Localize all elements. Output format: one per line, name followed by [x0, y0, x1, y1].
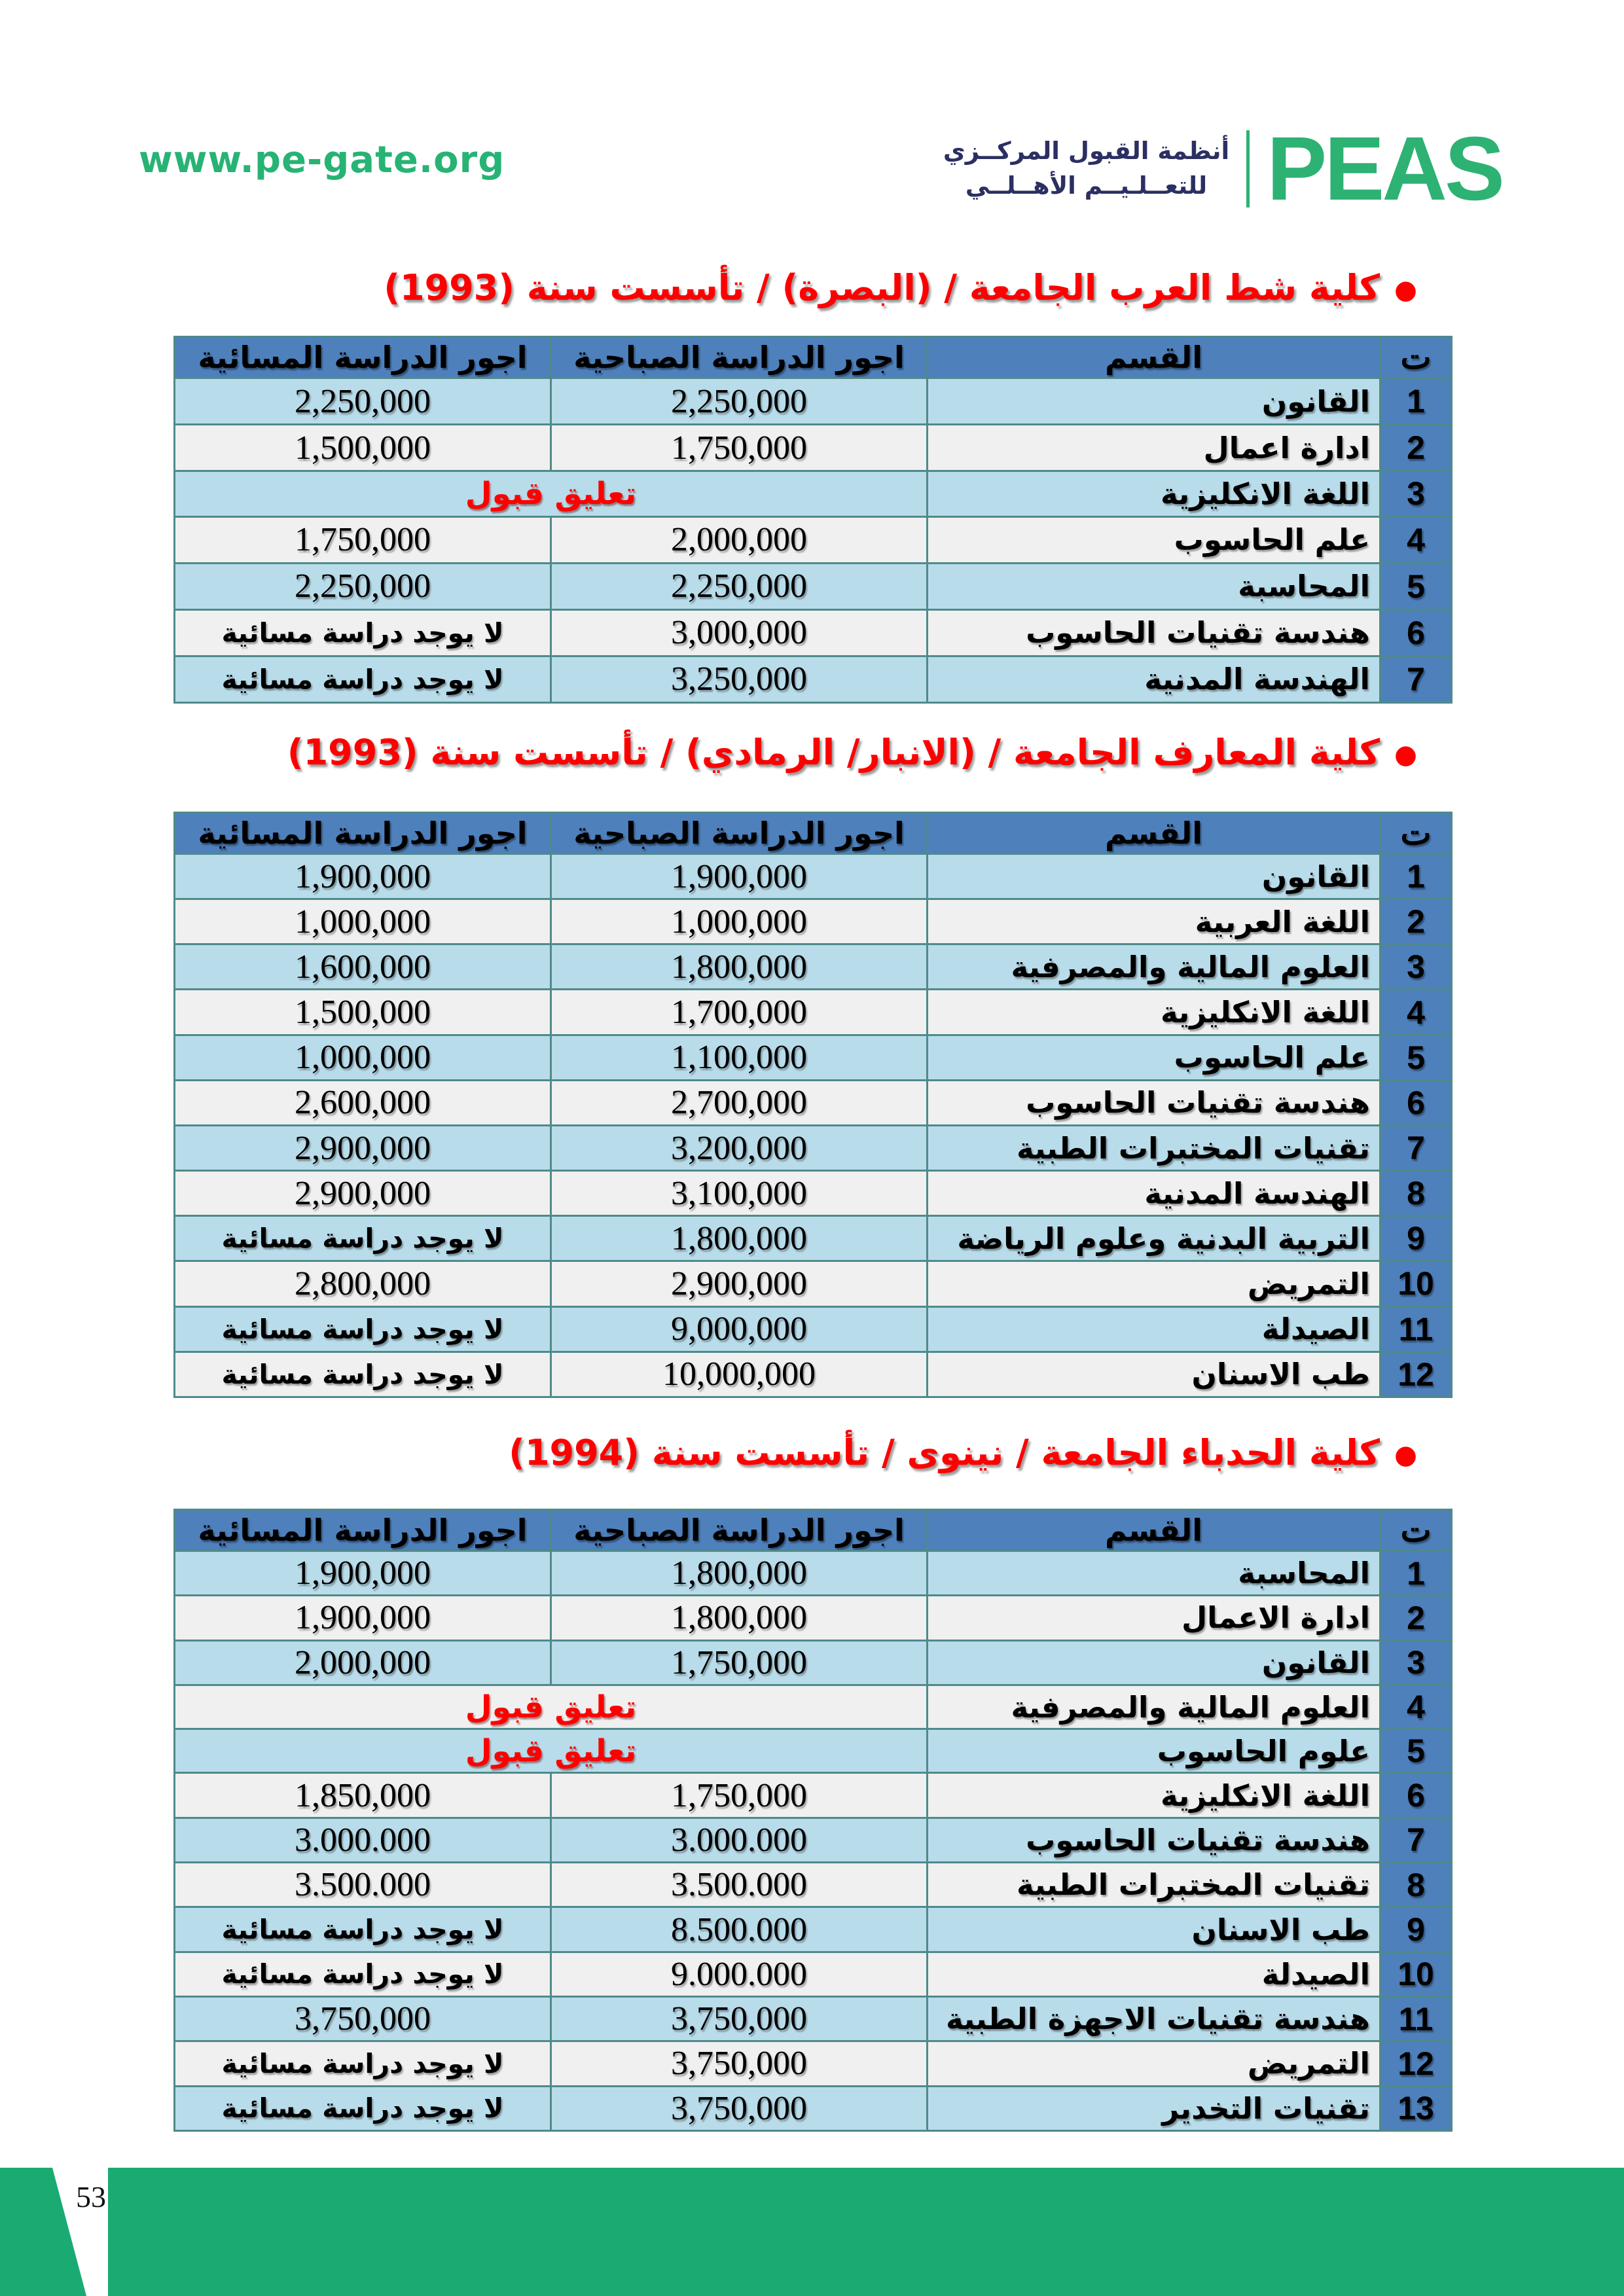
peas-brand-text: PEAS	[1267, 118, 1502, 219]
department-name: الصيدلة	[928, 1952, 1380, 1996]
morning-fee: 1,800,000	[551, 944, 928, 990]
row-number: 13	[1380, 2086, 1452, 2130]
table-row	[175, 1863, 1452, 1907]
table-row	[175, 1080, 1452, 1125]
department-name: القانون	[928, 1640, 1380, 1685]
morning-fee: 3.500.000	[551, 1863, 928, 1907]
row-number: 2	[1380, 425, 1452, 471]
table-row	[175, 1907, 1452, 1952]
evening-fee: 2,900,000	[175, 1125, 551, 1170]
row-number: 4	[1380, 990, 1452, 1035]
department-name: الهندسة المدنية	[928, 1171, 1380, 1216]
department-name: المحاسبة	[928, 1551, 1380, 1596]
department-name: اللغة الانكليزية	[928, 990, 1380, 1035]
page-number: 53	[76, 2180, 106, 2214]
table-row	[175, 471, 1452, 517]
logo-tagline	[943, 134, 1229, 203]
morning-fee: 3,250,000	[551, 656, 928, 702]
evening-fee: 2,600,000	[175, 1080, 551, 1125]
table-row	[175, 378, 1452, 425]
department-name: هندسة تقنيات الحاسوب	[928, 609, 1380, 656]
morning-fee: 3,000,000	[551, 609, 928, 656]
col-header-no: ت	[1380, 337, 1452, 378]
row-number: 5	[1380, 1729, 1452, 1773]
section-title-text: كلية شط العرب الجامعة / (البصرة) / تأسست سنة (1993)	[384, 267, 1380, 308]
table-row	[175, 1818, 1452, 1862]
table-row	[175, 1596, 1452, 1640]
row-number: 2	[1380, 899, 1452, 944]
morning-fee: 3,100,000	[551, 1171, 928, 1216]
evening-fee: 3,750,000	[175, 1997, 551, 2041]
morning-fee: 1,700,000	[551, 990, 928, 1035]
row-number: 11	[1380, 1306, 1452, 1352]
table-row	[175, 1773, 1452, 1818]
department-name: طب الاسنان	[928, 1352, 1380, 1397]
table-row	[175, 1352, 1452, 1397]
table-row	[175, 2086, 1452, 2130]
evening-fee: 2,250,000	[175, 378, 551, 425]
row-number: 6	[1380, 1773, 1452, 1818]
morning-fee: 10,000,000	[551, 1352, 928, 1397]
row-number: 3	[1380, 944, 1452, 990]
morning-fee: 1,800,000	[551, 1216, 928, 1261]
row-number: 7	[1380, 656, 1452, 702]
evening-fee: لا يوجد دراسة مسائية	[175, 2041, 551, 2086]
row-number: 9	[1380, 1907, 1452, 1952]
table-row	[175, 1261, 1452, 1306]
table-row	[175, 563, 1452, 609]
evening-fee: 1,000,000	[175, 899, 551, 944]
admission-suspended-note: تعليق قبول	[175, 471, 928, 517]
department-name: الصيدلة	[928, 1306, 1380, 1352]
evening-fee: 1,500,000	[175, 990, 551, 1035]
fees-table-3	[173, 1509, 1453, 2132]
morning-fee: 2,900,000	[551, 1261, 928, 1306]
bullet-icon: ●	[1394, 740, 1417, 770]
admission-suspended-note: تعليق قبول	[175, 1729, 928, 1773]
morning-fee: 3,200,000	[551, 1125, 928, 1170]
table-header-row	[175, 813, 1452, 854]
row-number: 4	[1380, 1685, 1452, 1729]
website-url: www.pe-gate.org	[139, 139, 505, 181]
row-number: 12	[1380, 2041, 1452, 2086]
table-row	[175, 944, 1452, 990]
admission-suspended-note: تعليق قبول	[175, 1685, 928, 1729]
row-number: 3	[1380, 1640, 1452, 1685]
row-number: 3	[1380, 471, 1452, 517]
table-header-row	[175, 337, 1452, 378]
row-number: 2	[1380, 1596, 1452, 1640]
logo-separator	[1246, 130, 1250, 207]
section-title-1	[384, 267, 1417, 308]
row-number: 10	[1380, 1952, 1452, 1996]
department-name: الهندسة المدنية	[928, 656, 1380, 702]
col-header-evening-fees: اجور الدراسة المسائية	[175, 813, 551, 854]
table-row	[175, 1952, 1452, 1996]
department-name: اللغة العربية	[928, 899, 1380, 944]
row-number: 6	[1380, 1080, 1452, 1125]
morning-fee: 8.500.000	[551, 1907, 928, 1952]
evening-fee: لا يوجد دراسة مسائية	[175, 1907, 551, 1952]
morning-fee: 1,750,000	[551, 1773, 928, 1818]
table-row	[175, 1685, 1452, 1729]
row-number: 1	[1380, 1551, 1452, 1596]
col-header-evening-fees: اجور الدراسة المسائية	[175, 1510, 551, 1551]
table-row	[175, 1551, 1452, 1596]
evening-fee: 2,000,000	[175, 1640, 551, 1685]
col-header-morning-fees: اجور الدراسة الصباحية	[551, 1510, 928, 1551]
logo-tagline-line2: للتعــلـيــم الأهــلــي	[965, 171, 1208, 200]
department-name: اللغة الانكليزية	[928, 471, 1380, 517]
evening-fee: لا يوجد دراسة مسائية	[175, 1952, 551, 1996]
morning-fee: 9.000.000	[551, 1952, 928, 1996]
section-title-text: كلية المعارف الجامعة / (الانبار/ الرمادي) / تأسست سنة (1993)	[287, 732, 1380, 773]
evening-fee: 1,500,000	[175, 425, 551, 471]
department-name: هندسة تقنيات الاجهزة الطبية	[928, 1997, 1380, 2041]
table-row	[175, 1125, 1452, 1170]
morning-fee: 1,750,000	[551, 425, 928, 471]
col-header-department: القسم	[928, 337, 1380, 378]
evening-fee: 2,250,000	[175, 563, 551, 609]
evening-fee: لا يوجد دراسة مسائية	[175, 656, 551, 702]
department-name: تقنيات التخدير	[928, 2086, 1380, 2130]
row-number: 5	[1380, 563, 1452, 609]
table-row	[175, 1171, 1452, 1216]
morning-fee: 3,750,000	[551, 1997, 928, 2041]
table-row	[175, 1035, 1452, 1080]
table-row	[175, 1997, 1452, 2041]
evening-fee: 1,000,000	[175, 1035, 551, 1080]
department-name: العلوم المالية والمصرفية	[928, 944, 1380, 990]
table-row	[175, 1640, 1452, 1685]
department-name: التمريض	[928, 1261, 1380, 1306]
col-header-morning-fees: اجور الدراسة الصباحية	[551, 813, 928, 854]
department-name: هندسة تقنيات الحاسوب	[928, 1080, 1380, 1125]
row-number: 1	[1380, 378, 1452, 425]
row-number: 7	[1380, 1818, 1452, 1862]
department-name: العلوم المالية والمصرفية	[928, 1685, 1380, 1729]
evening-fee: 3.000.000	[175, 1818, 551, 1862]
morning-fee: 2,250,000	[551, 378, 928, 425]
row-number: 1	[1380, 854, 1452, 899]
department-name: التربية البدنية وعلوم الرياضة	[928, 1216, 1380, 1261]
evening-fee: 3.500.000	[175, 1863, 551, 1907]
evening-fee: 1,900,000	[175, 1551, 551, 1596]
evening-fee: 1,900,000	[175, 1596, 551, 1640]
col-header-department: القسم	[928, 1510, 1380, 1551]
department-name: المحاسبة	[928, 563, 1380, 609]
evening-fee: 1,600,000	[175, 944, 551, 990]
department-name: علم الحاسوب	[928, 1035, 1380, 1080]
morning-fee: 2,000,000	[551, 516, 928, 563]
morning-fee: 3.000.000	[551, 1818, 928, 1862]
row-number: 4	[1380, 516, 1452, 563]
row-number: 5	[1380, 1035, 1452, 1080]
department-name: تقنيات المختبرات الطبية	[928, 1863, 1380, 1907]
department-name: علوم الحاسوب	[928, 1729, 1380, 1773]
evening-fee: 1,750,000	[175, 516, 551, 563]
row-number: 8	[1380, 1863, 1452, 1907]
row-number: 9	[1380, 1216, 1452, 1261]
morning-fee: 9,000,000	[551, 1306, 928, 1352]
table-row	[175, 2041, 1452, 2086]
section-title-2	[287, 732, 1417, 773]
col-header-evening-fees: اجور الدراسة المسائية	[175, 337, 551, 378]
morning-fee: 2,250,000	[551, 563, 928, 609]
section-title-3	[509, 1432, 1417, 1473]
bullet-icon: ●	[1394, 1440, 1417, 1471]
row-number: 11	[1380, 1997, 1452, 2041]
department-name: التمريض	[928, 2041, 1380, 2086]
table-row	[175, 1729, 1452, 1773]
row-number: 6	[1380, 609, 1452, 656]
morning-fee: 3,750,000	[551, 2041, 928, 2086]
department-name: ادارة الاعمال	[928, 1596, 1380, 1640]
bullet-icon: ●	[1394, 275, 1417, 306]
morning-fee: 1,800,000	[551, 1596, 928, 1640]
peas-logo	[943, 117, 1502, 221]
morning-fee: 1,750,000	[551, 1640, 928, 1685]
logo-tagline-line1: أنظمة القبول المركــزي	[943, 137, 1230, 166]
table-row	[175, 656, 1452, 702]
evening-fee: لا يوجد دراسة مسائية	[175, 1306, 551, 1352]
row-number: 12	[1380, 1352, 1452, 1397]
table-row	[175, 516, 1452, 563]
col-header-no: ت	[1380, 813, 1452, 854]
col-header-department: القسم	[928, 813, 1380, 854]
department-name: اللغة الانكليزية	[928, 1773, 1380, 1818]
morning-fee: 1,900,000	[551, 854, 928, 899]
table-row	[175, 854, 1452, 899]
table-row	[175, 899, 1452, 944]
department-name: القانون	[928, 854, 1380, 899]
table-row	[175, 1216, 1452, 1261]
evening-fee: لا يوجد دراسة مسائية	[175, 2086, 551, 2130]
morning-fee: 3,750,000	[551, 2086, 928, 2130]
department-name: هندسة تقنيات الحاسوب	[928, 1818, 1380, 1862]
department-name: طب الاسنان	[928, 1907, 1380, 1952]
evening-fee: لا يوجد دراسة مسائية	[175, 1216, 551, 1261]
fees-table-1	[173, 336, 1453, 704]
morning-fee: 2,700,000	[551, 1080, 928, 1125]
footer-band	[108, 2168, 1624, 2296]
table-row	[175, 1306, 1452, 1352]
morning-fee: 1,800,000	[551, 1551, 928, 1596]
col-header-no: ت	[1380, 1510, 1452, 1551]
table-row	[175, 425, 1452, 471]
department-name: تقنيات المختبرات الطبية	[928, 1125, 1380, 1170]
department-name: ادارة اعمال	[928, 425, 1380, 471]
department-name: علم الحاسوب	[928, 516, 1380, 563]
row-number: 8	[1380, 1171, 1452, 1216]
department-name: القانون	[928, 378, 1380, 425]
row-number: 10	[1380, 1261, 1452, 1306]
row-number: 7	[1380, 1125, 1452, 1170]
evening-fee: 2,800,000	[175, 1261, 551, 1306]
section-title-text: كلية الحدباء الجامعة / نينوى / تأسست سنة (1994)	[509, 1432, 1380, 1473]
table-row	[175, 609, 1452, 656]
evening-fee: 1,850,000	[175, 1773, 551, 1818]
fees-table-2	[173, 812, 1453, 1398]
evening-fee: لا يوجد دراسة مسائية	[175, 1352, 551, 1397]
evening-fee: 1,900,000	[175, 854, 551, 899]
evening-fee: 2,900,000	[175, 1171, 551, 1216]
morning-fee: 1,100,000	[551, 1035, 928, 1080]
table-row	[175, 990, 1452, 1035]
table-header-row	[175, 1510, 1452, 1551]
col-header-morning-fees: اجور الدراسة الصباحية	[551, 337, 928, 378]
morning-fee: 1,000,000	[551, 899, 928, 944]
evening-fee: لا يوجد دراسة مسائية	[175, 609, 551, 656]
